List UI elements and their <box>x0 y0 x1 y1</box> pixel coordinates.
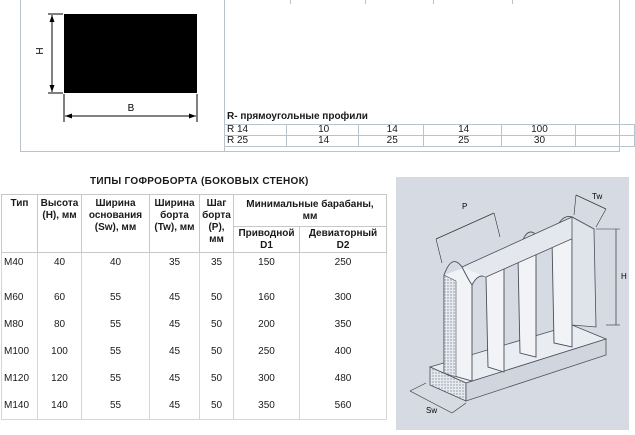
sidewall-value: 100 <box>38 338 82 365</box>
sidewall-value: 480 <box>300 365 387 392</box>
sidewall-value: 350 <box>300 311 387 338</box>
profile-table <box>224 124 635 147</box>
header-line: Высота <box>40 198 79 209</box>
height-dimension-label: H <box>35 47 46 55</box>
top-width-label: Tw <box>592 192 603 201</box>
profile-section-title: R- прямоугольные профили <box>227 111 368 122</box>
sidewall-type: M140 <box>2 392 38 420</box>
sidewall-value: 45 <box>150 365 200 392</box>
header-line: D2 <box>336 239 350 251</box>
profile-cross-section <box>64 14 197 93</box>
table-row <box>2 338 387 365</box>
table-row <box>225 125 635 136</box>
table-header-row <box>2 195 387 227</box>
sidewall-value: 160 <box>234 284 300 311</box>
sidewall-value: 55 <box>82 338 150 365</box>
profile-value <box>575 136 634 147</box>
sidewall-type: M120 <box>2 365 38 392</box>
header-line: мм <box>302 210 318 222</box>
sidewall-type: M100 <box>2 338 38 365</box>
header-line: Девиаторный <box>308 227 378 239</box>
header-line: Ширина <box>154 198 195 209</box>
sidewall-value: 150 <box>234 253 300 285</box>
sidewall-value: 250 <box>300 253 387 285</box>
sidewall-value: 40 <box>38 253 82 285</box>
profile-value <box>575 125 634 136</box>
sidewall-value: 120 <box>38 365 82 392</box>
column-tick <box>365 0 366 4</box>
header-line: Минимальные барабаны, <box>246 198 374 210</box>
sidewall-table <box>1 194 387 420</box>
column-tick <box>433 0 434 4</box>
header-line: Ширина <box>95 198 136 209</box>
table-row <box>225 136 635 147</box>
sidewall-value: 45 <box>150 284 200 311</box>
header-type: Тип <box>2 195 38 253</box>
sidewall-section-title: ТИПЫ ГОФРОБОРТА (БОКОВЫХ СТЕНОК) <box>90 176 309 187</box>
sidewall-value: 45 <box>150 338 200 365</box>
sidewall-value: 350 <box>234 392 300 420</box>
sidewall-value: 55 <box>82 311 150 338</box>
header-line: Шаг <box>206 198 227 209</box>
sidewall-value: 55 <box>82 284 150 311</box>
base-width-label: Sw <box>426 406 438 415</box>
sidewall-value: 60 <box>38 284 82 311</box>
sidewall-value: 45 <box>150 311 200 338</box>
table-row <box>2 365 387 392</box>
profile-value: 25 <box>424 136 502 147</box>
sidewall-value: 35 <box>150 253 200 285</box>
column-tick <box>290 0 291 4</box>
profile-value: 14 <box>359 125 424 136</box>
header-line: D1 <box>260 239 273 251</box>
table-row <box>2 253 387 285</box>
header-side-width <box>150 195 200 253</box>
pitch-label: P <box>462 202 468 211</box>
sidewall-value: 200 <box>234 311 300 338</box>
sidewall-value: 50 <box>200 338 234 365</box>
header-line: борта <box>160 210 189 221</box>
header-drive-drum <box>234 227 300 253</box>
sidewall-isometric-panel <box>396 177 629 430</box>
header-deviator-drum <box>300 227 387 253</box>
sidewall-value: 50 <box>200 284 234 311</box>
sidewall-value: 55 <box>82 392 150 420</box>
sidewall-value: 400 <box>300 338 387 365</box>
table-row <box>2 311 387 338</box>
sidewall-value: 250 <box>234 338 300 365</box>
sidewall-isometric-drawing <box>396 177 629 430</box>
header-line: борта <box>202 210 231 221</box>
table-row <box>2 392 387 420</box>
sidewall-value: 40 <box>82 253 150 285</box>
header-line: (P), мм <box>208 222 225 245</box>
profile-value: 14 <box>287 136 359 147</box>
header-pitch <box>200 195 234 253</box>
sidewall-value: 50 <box>200 365 234 392</box>
profile-value: 30 <box>501 136 575 147</box>
profile-value: 25 <box>359 136 424 147</box>
sidewall-type: M60 <box>2 284 38 311</box>
sidewall-value: 140 <box>38 392 82 420</box>
sidewall-type: M40 <box>2 253 38 285</box>
header-line: (H), мм <box>42 210 77 221</box>
sidewall-value: 55 <box>82 365 150 392</box>
sidewall-value: 560 <box>300 392 387 420</box>
sidewall-value: 35 <box>200 253 234 285</box>
sidewall-value: 300 <box>234 365 300 392</box>
sidewall-value: 80 <box>38 311 82 338</box>
header-min-drums <box>234 195 387 227</box>
profile-value: 10 <box>287 125 359 136</box>
sidewall-value: 50 <box>200 392 234 420</box>
profile-name: R 25 <box>225 136 287 147</box>
header-base-width <box>82 195 150 253</box>
header-line: (Sw), мм <box>94 222 137 233</box>
column-tick <box>512 0 513 4</box>
sidewall-value: 300 <box>300 284 387 311</box>
header-line: основания <box>88 210 143 221</box>
sidewall-value: 45 <box>150 392 200 420</box>
rectangle-profile-diagram <box>30 5 210 130</box>
header-line: Приводной <box>238 227 295 239</box>
header-line: (Tw), мм <box>154 222 195 233</box>
header-height <box>38 195 82 253</box>
profile-value: 100 <box>501 125 575 136</box>
sidewall-value: 50 <box>200 311 234 338</box>
profile-name: R 14 <box>225 125 287 136</box>
sidewall-type: M80 <box>2 311 38 338</box>
profile-value: 14 <box>424 125 502 136</box>
width-dimension-label: B <box>127 103 135 114</box>
table-row <box>2 284 387 311</box>
height-label: H <box>621 272 627 281</box>
